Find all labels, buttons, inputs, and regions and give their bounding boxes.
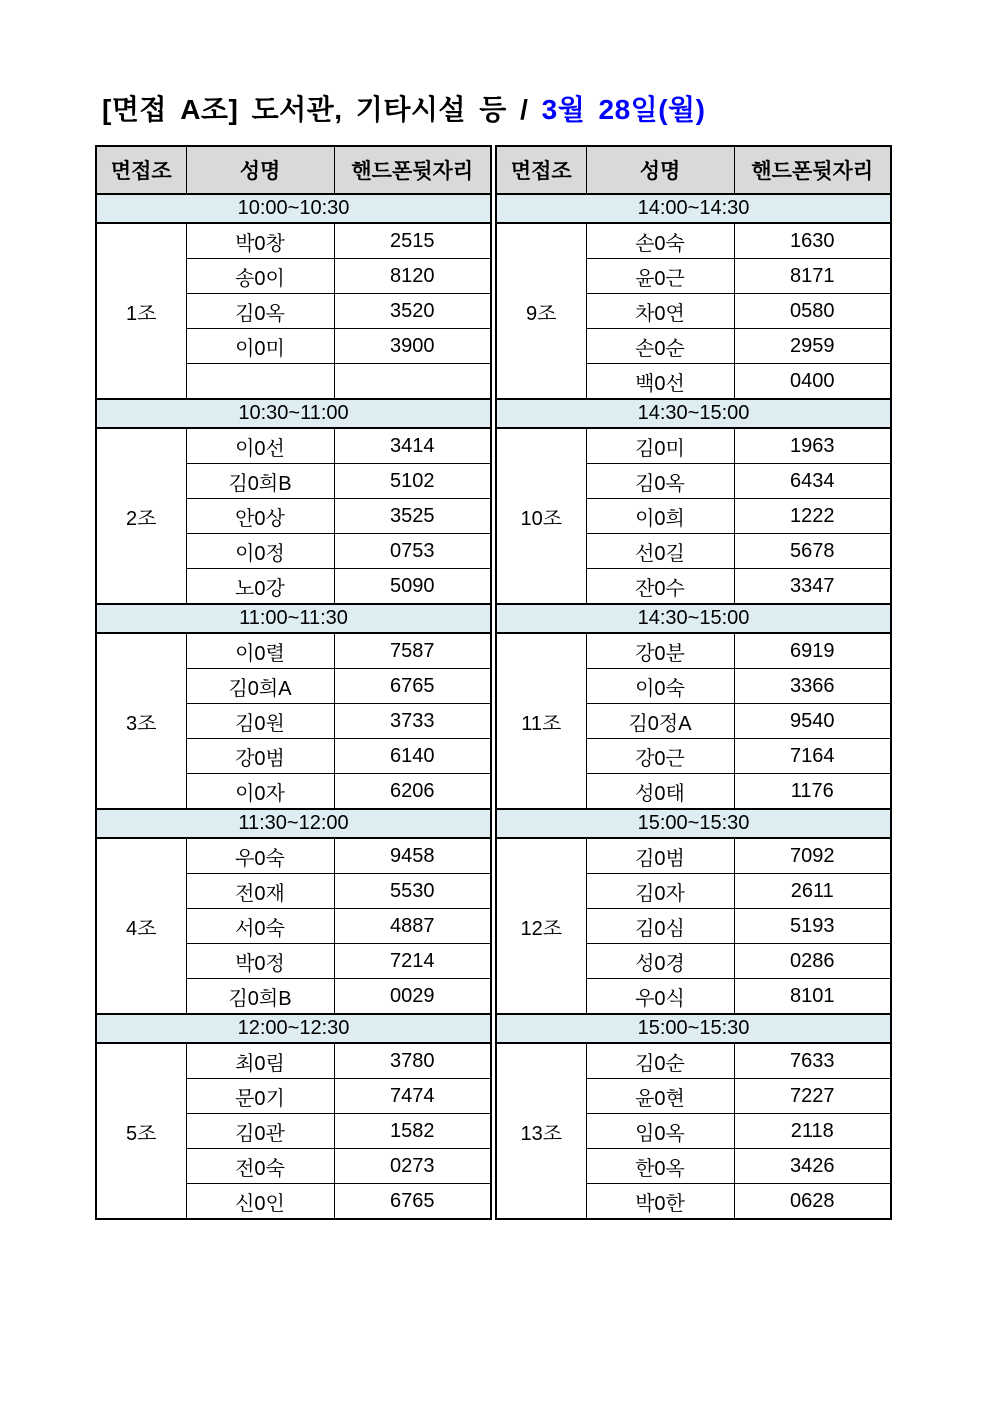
member-name: 손0숙	[586, 223, 734, 259]
group-label: 5조	[96, 1043, 186, 1219]
group-label: 1조	[96, 223, 186, 399]
member-phone: 2959	[734, 329, 891, 364]
member-phone: 5193	[734, 909, 891, 944]
table-row	[96, 633, 491, 669]
member-name: 이0렬	[186, 633, 334, 669]
page-title-date: 3월 28일(월)	[541, 94, 706, 125]
member-phone: 1222	[734, 499, 891, 534]
time-band-row	[496, 399, 891, 428]
time-band-row	[496, 1014, 891, 1043]
group-label: 10조	[496, 428, 586, 604]
member-phone: 0580	[734, 294, 891, 329]
member-phone: 5530	[334, 874, 491, 909]
member-phone: 3780	[334, 1043, 491, 1079]
member-name: 전0재	[186, 874, 334, 909]
member-name: 이0자	[186, 774, 334, 810]
member-phone: 5678	[734, 534, 891, 569]
member-phone: 2118	[734, 1114, 891, 1149]
member-name: 성0경	[586, 944, 734, 979]
member-phone: 6919	[734, 633, 891, 669]
member-name: 김0심	[586, 909, 734, 944]
member-name: 우0숙	[186, 838, 334, 874]
member-name: 김0희B	[186, 464, 334, 499]
member-phone: 9458	[334, 838, 491, 874]
member-phone: 8120	[334, 259, 491, 294]
col-header-group: 면접조	[96, 146, 186, 194]
member-name: 문0기	[186, 1079, 334, 1114]
col-header-phone: 핸드폰뒷자리	[334, 146, 491, 194]
group-label: 2조	[96, 428, 186, 604]
member-phone: 4887	[334, 909, 491, 944]
member-name: 백0선	[586, 364, 734, 400]
time-slot: 14:30~15:00	[496, 604, 891, 633]
time-slot: 10:30~11:00	[96, 399, 491, 428]
member-phone: 7227	[734, 1079, 891, 1114]
member-phone: 7214	[334, 944, 491, 979]
member-phone: 0400	[734, 364, 891, 400]
member-phone: 0273	[334, 1149, 491, 1184]
member-phone: 0286	[734, 944, 891, 979]
member-name: 윤0근	[586, 259, 734, 294]
schedule-table-afternoon	[495, 145, 892, 1220]
page-title-text: [면접 A조] 도서관, 기타시설 등 /	[102, 94, 542, 125]
group-label: 3조	[96, 633, 186, 809]
col-header-phone: 핸드폰뒷자리	[734, 146, 891, 194]
member-name	[186, 364, 334, 400]
table-row	[496, 223, 891, 259]
member-phone: 6434	[734, 464, 891, 499]
time-band-row	[496, 194, 891, 223]
member-name: 전0숙	[186, 1149, 334, 1184]
group-label: 9조	[496, 223, 586, 399]
time-slot: 12:00~12:30	[96, 1014, 491, 1043]
table-row	[496, 838, 891, 874]
col-header-name: 성명	[186, 146, 334, 194]
member-phone: 2611	[734, 874, 891, 909]
member-name: 김0희B	[186, 979, 334, 1015]
schedule-tables	[95, 145, 892, 1220]
member-name: 김0옥	[586, 464, 734, 499]
group-label: 13조	[496, 1043, 586, 1219]
member-phone: 7092	[734, 838, 891, 874]
member-name: 우0식	[586, 979, 734, 1015]
member-phone: 3426	[734, 1149, 891, 1184]
table-row	[96, 428, 491, 464]
member-phone: 3347	[734, 569, 891, 605]
col-header-name: 성명	[586, 146, 734, 194]
member-name: 박0정	[186, 944, 334, 979]
table-row	[496, 1043, 891, 1079]
member-name: 성0태	[586, 774, 734, 810]
time-band-row	[96, 1014, 491, 1043]
member-name: 박0창	[186, 223, 334, 259]
member-name: 김0범	[586, 838, 734, 874]
member-phone: 5102	[334, 464, 491, 499]
member-phone: 3520	[334, 294, 491, 329]
member-phone: 1582	[334, 1114, 491, 1149]
member-phone: 5090	[334, 569, 491, 605]
member-name: 선0길	[586, 534, 734, 569]
member-name: 이0선	[186, 428, 334, 464]
member-name: 손0순	[586, 329, 734, 364]
time-slot: 11:30~12:00	[96, 809, 491, 838]
member-name: 이0희	[586, 499, 734, 534]
member-name: 강0근	[586, 739, 734, 774]
member-phone: 8171	[734, 259, 891, 294]
member-phone: 3733	[334, 704, 491, 739]
member-name: 차0연	[586, 294, 734, 329]
member-name: 서0숙	[186, 909, 334, 944]
member-phone: 0628	[734, 1184, 891, 1220]
member-phone: 0029	[334, 979, 491, 1015]
time-slot: 15:00~15:30	[496, 1014, 891, 1043]
member-name: 김0옥	[186, 294, 334, 329]
member-phone: 1963	[734, 428, 891, 464]
member-name: 김0정A	[586, 704, 734, 739]
member-name: 송0이	[186, 259, 334, 294]
member-name: 잔0수	[586, 569, 734, 605]
member-name: 김0관	[186, 1114, 334, 1149]
member-phone: 7587	[334, 633, 491, 669]
member-phone: 7633	[734, 1043, 891, 1079]
member-phone: 0753	[334, 534, 491, 569]
member-name: 김0자	[586, 874, 734, 909]
time-band-row	[96, 399, 491, 428]
member-name: 이0숙	[586, 669, 734, 704]
member-name: 신0인	[186, 1184, 334, 1220]
member-name: 박0한	[586, 1184, 734, 1220]
member-name: 김0순	[586, 1043, 734, 1079]
time-band-row	[496, 604, 891, 633]
member-phone: 8101	[734, 979, 891, 1015]
member-name: 강0분	[586, 633, 734, 669]
member-phone: 3525	[334, 499, 491, 534]
time-slot: 14:00~14:30	[496, 194, 891, 223]
member-phone: 3366	[734, 669, 891, 704]
member-phone: 6765	[334, 669, 491, 704]
table-row	[96, 223, 491, 259]
header-row	[496, 146, 891, 194]
time-band-row	[496, 809, 891, 838]
group-label: 4조	[96, 838, 186, 1014]
member-phone: 7474	[334, 1079, 491, 1114]
time-band-row	[96, 809, 491, 838]
member-name: 김0미	[586, 428, 734, 464]
member-name: 윤0현	[586, 1079, 734, 1114]
time-band-row	[96, 194, 491, 223]
member-phone	[334, 364, 491, 400]
member-name: 이0미	[186, 329, 334, 364]
member-phone: 6140	[334, 739, 491, 774]
member-phone: 6765	[334, 1184, 491, 1220]
member-phone: 1176	[734, 774, 891, 810]
table-row	[496, 428, 891, 464]
time-band-row	[96, 604, 491, 633]
time-slot: 10:00~10:30	[96, 194, 491, 223]
time-slot: 14:30~15:00	[496, 399, 891, 428]
group-label: 11조	[496, 633, 586, 809]
member-phone: 2515	[334, 223, 491, 259]
table-row	[96, 1043, 491, 1079]
member-name: 한0옥	[586, 1149, 734, 1184]
member-name: 최0림	[186, 1043, 334, 1079]
header-row	[96, 146, 491, 194]
time-slot: 15:00~15:30	[496, 809, 891, 838]
member-name: 임0옥	[586, 1114, 734, 1149]
member-name: 강0범	[186, 739, 334, 774]
table-row	[496, 633, 891, 669]
member-name: 안0상	[186, 499, 334, 534]
col-header-group: 면접조	[496, 146, 586, 194]
table-row	[96, 838, 491, 874]
member-phone: 3414	[334, 428, 491, 464]
time-slot: 11:00~11:30	[96, 604, 491, 633]
member-name: 김0희A	[186, 669, 334, 704]
schedule-table-morning	[95, 145, 492, 1220]
page-title	[102, 88, 705, 128]
member-phone: 1630	[734, 223, 891, 259]
member-name: 김0원	[186, 704, 334, 739]
member-phone: 3900	[334, 329, 491, 364]
member-phone: 9540	[734, 704, 891, 739]
member-phone: 6206	[334, 774, 491, 810]
member-name: 노0강	[186, 569, 334, 605]
member-phone: 7164	[734, 739, 891, 774]
member-name: 이0정	[186, 534, 334, 569]
group-label: 12조	[496, 838, 586, 1014]
